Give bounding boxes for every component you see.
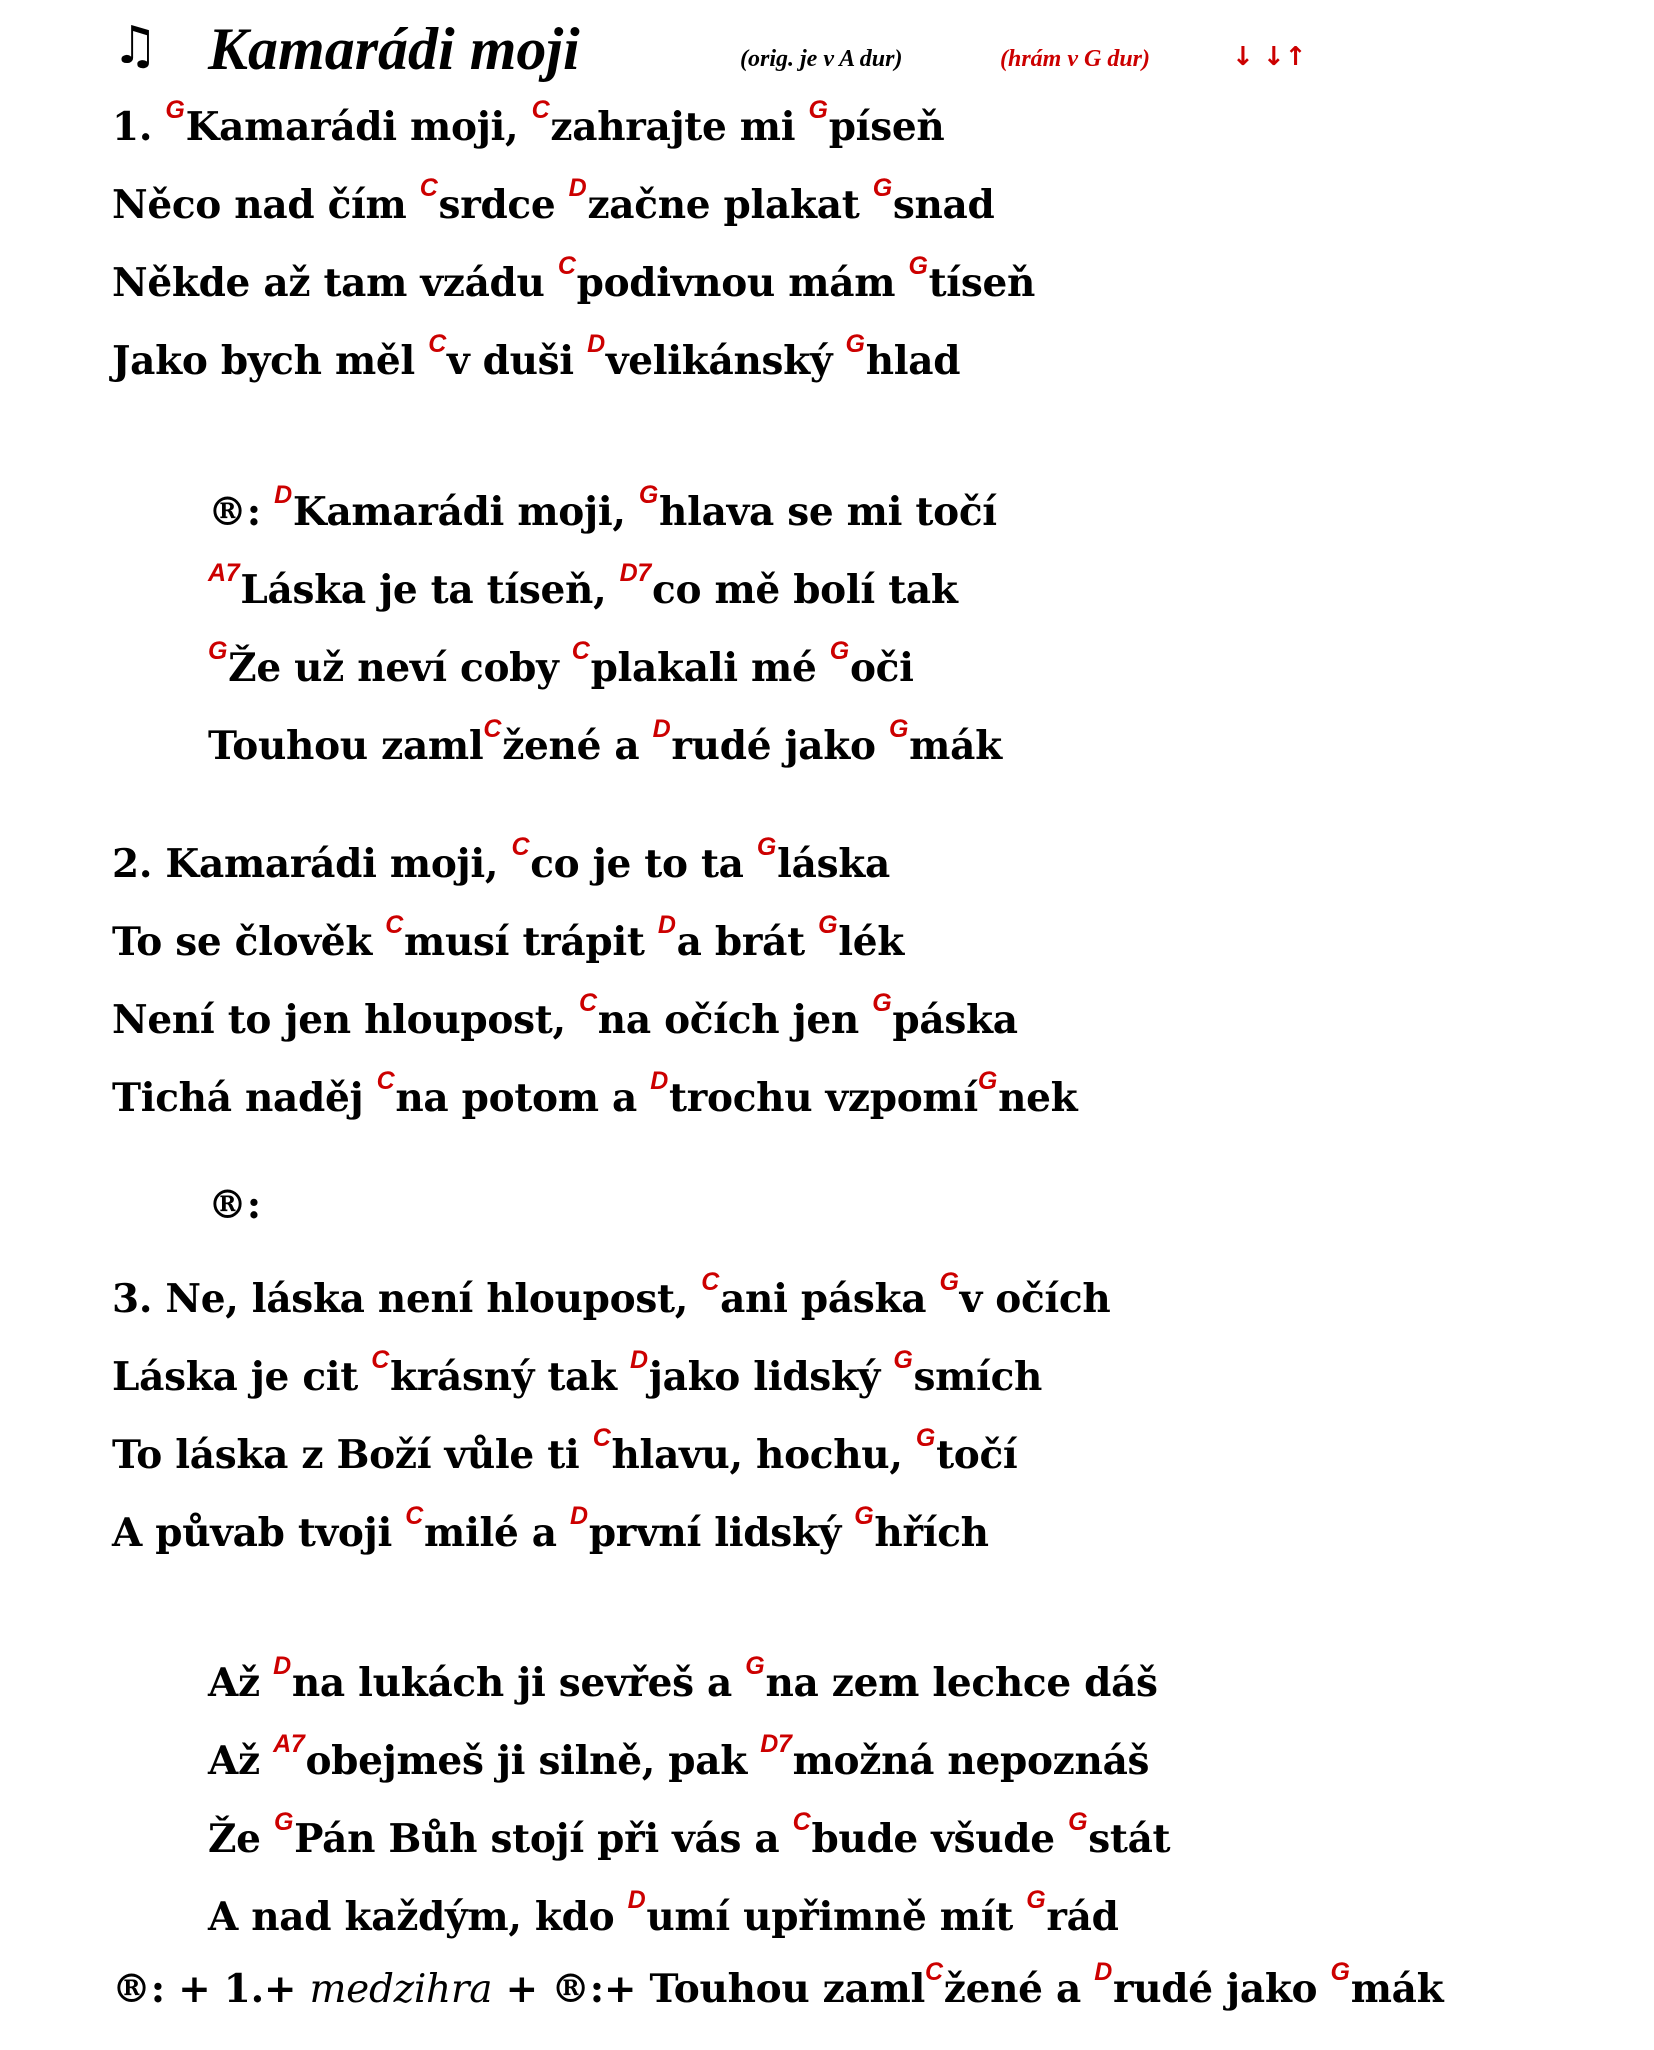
lyric-text: + ®:+ Touhou zaml bbox=[492, 1966, 925, 2012]
lyric-line bbox=[208, 551, 1002, 629]
lyric-line bbox=[112, 903, 1077, 981]
chord-label: C bbox=[557, 252, 576, 280]
original-key-note: (orig. je v A dur) bbox=[740, 46, 903, 72]
song-title: Kamarádi moji bbox=[208, 16, 580, 82]
lyric-text: Láska je ta tíseň, bbox=[240, 567, 620, 613]
lyric-line bbox=[112, 1416, 1110, 1494]
chord-label: G bbox=[872, 174, 892, 202]
lyric-text: Touhou zaml bbox=[208, 723, 484, 769]
lyric-text: snad bbox=[892, 182, 995, 228]
lyric-text: Kamarádi moji, bbox=[185, 104, 532, 150]
lyric-text: možná nepoznáš bbox=[792, 1738, 1150, 1784]
lyric-text: Že bbox=[208, 1816, 274, 1862]
lyric-text: ®: bbox=[208, 1182, 261, 1228]
lyric-text: rád bbox=[1046, 1894, 1119, 1940]
chord-label: G bbox=[845, 330, 865, 358]
lyric-text: 1. bbox=[112, 104, 166, 150]
chord-label: G bbox=[893, 1346, 913, 1374]
chord-label: G bbox=[638, 481, 659, 509]
chord-label: D bbox=[570, 1502, 588, 1530]
lyric-text: mák bbox=[1350, 1966, 1444, 2012]
lyric-line bbox=[112, 981, 1077, 1059]
lyric-text: trochu vzpomí bbox=[669, 1075, 978, 1121]
verse-3-block bbox=[112, 1260, 1110, 1572]
verse-2-block bbox=[112, 825, 1077, 1137]
chord-label: D bbox=[652, 715, 671, 743]
lyric-line bbox=[112, 166, 1035, 244]
lyric-text: lék bbox=[838, 919, 905, 965]
lyric-text: 2. Kamarádi moji, bbox=[112, 841, 512, 887]
lyric-text: první lidský bbox=[588, 1510, 855, 1556]
lyric-text: bude všude bbox=[811, 1816, 1069, 1862]
lyric-text: rudé jako bbox=[1112, 1966, 1331, 2012]
chord-label: G bbox=[1026, 1886, 1046, 1914]
lyric-text: musí trápit bbox=[404, 919, 658, 965]
chord-label: D bbox=[630, 1346, 648, 1374]
lyric-text: Není to jen hloupost, bbox=[112, 997, 580, 1043]
chord-label: G bbox=[165, 96, 185, 124]
chord-label: D bbox=[650, 1067, 669, 1095]
lyric-line bbox=[112, 88, 1035, 166]
chord-label: G bbox=[818, 911, 838, 939]
lyric-text: Láska je cit bbox=[112, 1354, 372, 1400]
lyric-text: plakali mé bbox=[590, 645, 830, 691]
chord-label: D7 bbox=[619, 559, 652, 587]
played-key-note: (hrám v G dur) bbox=[1000, 46, 1151, 72]
chord-label: D bbox=[587, 330, 605, 358]
lyric-text: Jako bych měl bbox=[112, 338, 429, 384]
chord-label: C bbox=[531, 96, 550, 124]
chord-label: C bbox=[701, 1268, 720, 1296]
chord-label: G bbox=[915, 1424, 936, 1452]
lyric-text: A půvab tvoji bbox=[112, 1510, 406, 1556]
lyric-line bbox=[112, 1494, 1110, 1572]
chord-label: D bbox=[274, 481, 292, 509]
chord-label: G bbox=[854, 1502, 874, 1530]
chord-label: C bbox=[376, 1067, 395, 1095]
lyric-line bbox=[112, 1950, 1443, 2028]
lyric-text: žené a bbox=[943, 1966, 1095, 2012]
lyric-text: co mě bolí tak bbox=[652, 567, 958, 613]
lyric-text: A nad každým, kdo bbox=[208, 1894, 628, 1940]
chord-label: G bbox=[888, 715, 909, 743]
music-note-icon: ♫ bbox=[112, 16, 159, 76]
lyric-text: hřích bbox=[874, 1510, 989, 1556]
chord-label: G bbox=[829, 637, 849, 665]
lyric-text: velikánský bbox=[605, 338, 846, 384]
lyric-text: medzihra bbox=[309, 1967, 493, 2012]
chord-label: C bbox=[511, 833, 530, 861]
lyric-text: žené a bbox=[502, 723, 653, 769]
lyric-text: na zem lechce dáš bbox=[765, 1660, 1158, 1706]
lyric-text: oči bbox=[849, 645, 914, 691]
lyric-text: páska bbox=[892, 997, 1018, 1043]
lyric-text: na lukách ji sevřeš a bbox=[291, 1660, 746, 1706]
lyric-text: tíseň bbox=[928, 260, 1036, 306]
lyric-text: nek bbox=[998, 1075, 1078, 1121]
lyric-text: točí bbox=[936, 1432, 1018, 1478]
lyric-text: a brát bbox=[676, 919, 819, 965]
chord-label: C bbox=[571, 637, 590, 665]
lyric-text: v duši bbox=[446, 338, 588, 384]
lyric-text: mák bbox=[909, 723, 1002, 769]
chord-label: G bbox=[745, 1652, 765, 1680]
lyric-text: co je to ta bbox=[530, 841, 757, 887]
lyric-text: rudé jako bbox=[671, 723, 889, 769]
chord-label: D7 bbox=[760, 1730, 792, 1758]
chord-label: G bbox=[808, 96, 828, 124]
chord-label: G bbox=[756, 833, 777, 861]
lyric-text: Až bbox=[208, 1738, 274, 1784]
lyric-line bbox=[208, 1800, 1170, 1878]
chord-label: C bbox=[385, 911, 403, 939]
lyric-line bbox=[112, 825, 1077, 903]
lyric-text: Tichá naděj bbox=[112, 1075, 377, 1121]
lyric-text: Někde až tam vzádu bbox=[112, 260, 558, 306]
lyric-text: umí upřimně mít bbox=[646, 1894, 1027, 1940]
lyric-text: To láska z Boží vůle ti bbox=[112, 1432, 593, 1478]
lyric-text: 3. Ne, láska není hloupost, bbox=[112, 1276, 702, 1322]
chord-label: C bbox=[924, 1958, 943, 1986]
chord-label: C bbox=[483, 715, 502, 743]
lyric-text: srdce bbox=[438, 182, 569, 228]
lyric-text: začne plakat bbox=[587, 182, 873, 228]
lyric-text: Něco nad čím bbox=[112, 182, 420, 228]
lyric-text: hlad bbox=[865, 338, 961, 384]
lyric-text: ani páska bbox=[720, 1276, 940, 1322]
chord-label: G bbox=[939, 1268, 959, 1296]
lyric-text: na očích jen bbox=[597, 997, 873, 1043]
lyric-line bbox=[112, 1338, 1110, 1416]
lyric-text: hlavu, hochu, bbox=[611, 1432, 916, 1478]
chord-label: A7 bbox=[208, 559, 240, 587]
lyric-line bbox=[208, 1878, 1170, 1956]
lyric-text: v očích bbox=[959, 1276, 1111, 1322]
verse-1-block bbox=[112, 88, 1035, 400]
chord-label: C bbox=[579, 989, 597, 1017]
lyric-line bbox=[208, 1166, 261, 1244]
lyric-text: na potom a bbox=[395, 1075, 651, 1121]
outro-block bbox=[112, 1950, 1443, 2028]
bridge-block bbox=[208, 1644, 1170, 1956]
strumming-arrows-icon: ↓ ↓↑ bbox=[1232, 42, 1307, 72]
chord-label: G bbox=[977, 1067, 998, 1095]
lyric-line bbox=[208, 1644, 1170, 1722]
chord-label: D bbox=[273, 1652, 291, 1680]
chord-label: G bbox=[1068, 1808, 1088, 1836]
lyric-text: ®: + 1.+ bbox=[112, 1966, 310, 2012]
chord-label: C bbox=[419, 174, 438, 202]
lyric-text: podivnou mám bbox=[576, 260, 909, 306]
chord-label: C bbox=[428, 330, 446, 358]
chord-label: C bbox=[405, 1502, 423, 1530]
lyric-line bbox=[112, 1260, 1110, 1338]
lyric-text: To se člověk bbox=[112, 919, 386, 965]
chorus-block bbox=[208, 473, 1002, 785]
lyric-text: krásný tak bbox=[390, 1354, 631, 1400]
chord-label: D bbox=[1094, 1958, 1112, 1986]
lyric-line bbox=[112, 1059, 1077, 1137]
lyric-line bbox=[208, 707, 1002, 785]
lyric-line bbox=[208, 1722, 1170, 1800]
lyric-text: Až bbox=[208, 1660, 274, 1706]
chord-label: G bbox=[908, 252, 928, 280]
lyric-text: láska bbox=[777, 841, 890, 887]
chord-label: D bbox=[657, 911, 676, 939]
lyric-text: hlava se mi točí bbox=[659, 489, 997, 535]
chord-label: A7 bbox=[273, 1730, 305, 1758]
chord-label: C bbox=[592, 1424, 611, 1452]
chord-label: G bbox=[208, 637, 228, 665]
lyric-text: obejmeš ji silně, pak bbox=[305, 1738, 761, 1784]
chord-label: G bbox=[273, 1808, 294, 1836]
chorus-ref-block bbox=[208, 1166, 261, 1244]
lyric-text: ®: bbox=[208, 489, 275, 535]
chord-label: G bbox=[872, 989, 892, 1017]
lyric-text: stát bbox=[1088, 1816, 1171, 1862]
lyric-line bbox=[112, 244, 1035, 322]
chord-label: C bbox=[792, 1808, 811, 1836]
lyric-text: milé a bbox=[424, 1510, 571, 1556]
lyric-text: Kamarádi moji, bbox=[292, 489, 639, 535]
lyric-text: Že už neví coby bbox=[228, 645, 572, 691]
lyric-text: zahrajte mi bbox=[550, 104, 809, 150]
chord-label: D bbox=[627, 1886, 646, 1914]
lyric-text: píseň bbox=[828, 104, 945, 150]
lyric-text: Pán Bůh stojí při vás a bbox=[294, 1816, 793, 1862]
lyric-line bbox=[208, 629, 1002, 707]
lyric-text: jako lidský bbox=[648, 1354, 894, 1400]
lyric-line bbox=[208, 473, 1002, 551]
chord-label: C bbox=[371, 1346, 390, 1374]
chord-label: G bbox=[1330, 1958, 1350, 1986]
lyric-line bbox=[112, 322, 1035, 400]
lyric-text: smích bbox=[913, 1354, 1043, 1400]
chord-label: D bbox=[568, 174, 587, 202]
